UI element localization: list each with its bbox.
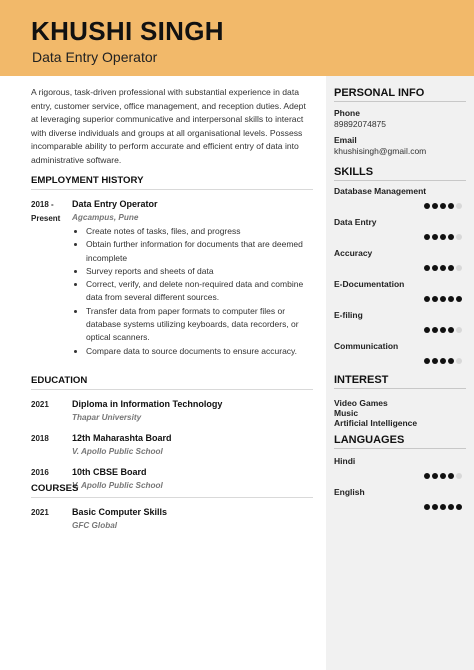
rating-dot-filled bbox=[424, 327, 430, 333]
education-entry bbox=[31, 398, 313, 424]
rating-dot-filled bbox=[440, 296, 446, 302]
rating-dot-filled bbox=[448, 203, 454, 209]
rating-dot-filled bbox=[424, 265, 430, 271]
rating-dot-filled bbox=[448, 473, 454, 479]
rating-dot-filled bbox=[432, 234, 438, 240]
sidebar bbox=[326, 76, 474, 670]
personal-info-title: PERSONAL INFO bbox=[334, 87, 466, 102]
education-year: 2021 bbox=[31, 400, 49, 409]
courses-title: COURSES bbox=[31, 483, 313, 498]
skills-list bbox=[326, 186, 474, 372]
email-value: khushisingh@gmail.com bbox=[334, 146, 427, 156]
rating-dots bbox=[424, 296, 462, 302]
rating-dot-filled bbox=[440, 358, 446, 364]
education-section bbox=[31, 375, 313, 492]
rating-dot-filled bbox=[432, 265, 438, 271]
interest-item: Video Games bbox=[334, 398, 388, 408]
rating-dots bbox=[424, 504, 462, 510]
rating-dot-filled bbox=[424, 296, 430, 302]
languages-list bbox=[326, 456, 474, 518]
rating-dot-filled bbox=[448, 265, 454, 271]
language-name: Hindi bbox=[334, 456, 356, 466]
employment-org: Agcampus, Pune bbox=[72, 213, 139, 222]
skill-name: E-Documentation bbox=[334, 279, 405, 289]
skill-name: Database Management bbox=[334, 186, 427, 196]
candidate-name: KHUSHI SINGH bbox=[31, 16, 224, 46]
skill-row bbox=[334, 217, 474, 248]
rating-dot-filled bbox=[448, 296, 454, 302]
rating-dots bbox=[424, 203, 462, 209]
email-block bbox=[334, 135, 474, 157]
rating-dot-filled bbox=[440, 265, 446, 271]
course-year: 2021 bbox=[31, 508, 49, 517]
education-school: V. Apollo Public School bbox=[72, 447, 163, 456]
rating-dot-filled bbox=[440, 203, 446, 209]
duties-list bbox=[72, 225, 313, 358]
rating-dot-filled bbox=[456, 504, 462, 510]
rating-dot-filled bbox=[440, 327, 446, 333]
rating-dot-filled bbox=[424, 504, 430, 510]
rating-dot-filled bbox=[424, 473, 430, 479]
phone-value: 89892074875 bbox=[334, 119, 387, 129]
summary-section bbox=[31, 86, 313, 168]
interest-item: Artificial Intelligence bbox=[334, 418, 418, 428]
phone-label: Phone bbox=[334, 108, 360, 118]
rating-dot-empty bbox=[456, 358, 462, 364]
rating-dot-empty bbox=[456, 265, 462, 271]
education-school: V. Apollo Public School bbox=[72, 481, 163, 490]
languages-title: LANGUAGES bbox=[334, 434, 466, 449]
rating-dot-filled bbox=[432, 504, 438, 510]
employment-role: Data Entry Operator bbox=[72, 199, 158, 209]
rating-dots bbox=[424, 265, 462, 271]
rating-dot-empty bbox=[456, 327, 462, 333]
skill-row bbox=[334, 341, 474, 372]
education-year: 2018 bbox=[31, 434, 49, 443]
language-row bbox=[334, 487, 474, 518]
rating-dot-filled bbox=[448, 358, 454, 364]
skill-name: Data Entry bbox=[334, 217, 377, 227]
courses-section bbox=[31, 483, 313, 532]
education-title: EDUCATION bbox=[31, 375, 313, 390]
rating-dot-empty bbox=[456, 234, 462, 240]
course-entry bbox=[31, 506, 313, 532]
rating-dot-filled bbox=[448, 504, 454, 510]
course-provider: GFC Global bbox=[72, 521, 118, 530]
header-banner bbox=[0, 0, 474, 76]
rating-dot-filled bbox=[432, 358, 438, 364]
education-degree: Diploma in Information Technology bbox=[72, 399, 223, 409]
rating-dot-filled bbox=[424, 234, 430, 240]
skills-title: SKILLS bbox=[334, 166, 466, 181]
education-degree: 10th CBSE Board bbox=[72, 467, 147, 477]
rating-dot-empty bbox=[456, 473, 462, 479]
employment-title: EMPLOYMENT HISTORY bbox=[31, 175, 313, 190]
interest-title: INTEREST bbox=[334, 374, 466, 389]
job-title: Data Entry Operator bbox=[32, 49, 158, 65]
rating-dots bbox=[424, 234, 462, 240]
rating-dot-filled bbox=[432, 473, 438, 479]
skill-row bbox=[334, 186, 474, 217]
duty-item: • Obtain further information for documents that are deemed incomplete bbox=[86, 238, 313, 265]
employment-entry bbox=[31, 198, 313, 358]
phone-block bbox=[334, 108, 474, 130]
rating-dot-filled bbox=[432, 327, 438, 333]
education-school: Thapar University bbox=[72, 413, 142, 422]
duty-item: • Correct, verify, and delete non-required data and combine data from several different sources. bbox=[86, 278, 313, 305]
employment-section bbox=[31, 175, 313, 358]
rating-dot-filled bbox=[440, 473, 446, 479]
education-degree: 12th Maharashta Board bbox=[72, 433, 172, 443]
course-name: Basic Computer Skills bbox=[72, 507, 168, 517]
employment-years: 2018 - Present bbox=[31, 200, 61, 223]
rating-dots bbox=[424, 327, 462, 333]
skill-row bbox=[334, 310, 474, 341]
duty-item: • Transfer data from paper formats to computer files or database systems utilizing keyboards, data recorders, or optical scanners. bbox=[86, 305, 313, 345]
skill-row bbox=[334, 279, 474, 310]
education-entry bbox=[31, 432, 313, 458]
rating-dot-filled bbox=[448, 234, 454, 240]
rating-dot-filled bbox=[456, 296, 462, 302]
rating-dot-filled bbox=[440, 504, 446, 510]
rating-dot-filled bbox=[440, 234, 446, 240]
language-row bbox=[334, 456, 474, 487]
skill-row bbox=[334, 248, 474, 279]
duty-item: • Create notes of tasks, files, and progress bbox=[86, 225, 313, 238]
skill-name: E-filing bbox=[334, 310, 363, 320]
rating-dot-filled bbox=[432, 203, 438, 209]
rating-dot-filled bbox=[424, 358, 430, 364]
duty-item: • Survey reports and sheets of data bbox=[86, 265, 313, 278]
education-year: 2016 bbox=[31, 468, 49, 477]
rating-dot-filled bbox=[448, 327, 454, 333]
language-name: English bbox=[334, 487, 365, 497]
skill-name: Accuracy bbox=[334, 248, 373, 258]
rating-dot-filled bbox=[424, 203, 430, 209]
rating-dot-empty bbox=[456, 203, 462, 209]
email-label: Email bbox=[334, 135, 357, 145]
rating-dots bbox=[424, 358, 462, 364]
interest-item: Music bbox=[334, 408, 359, 418]
summary-text: A rigorous, task-driven professional with substantial experience in data entry, customer service, office management, and reception duties. Adept at leveraging superior communicative and interpersonal skills to interact with diverse individuals and groups at all organisational levels. Possess incomparable ability to perform accurate and efficient entry of data into administrative software. bbox=[31, 87, 306, 165]
duty-item: • Compare data to source documents to ensure accuracy. bbox=[86, 345, 313, 358]
rating-dot-filled bbox=[432, 296, 438, 302]
rating-dots bbox=[424, 473, 462, 479]
skill-name: Communication bbox=[334, 341, 399, 351]
